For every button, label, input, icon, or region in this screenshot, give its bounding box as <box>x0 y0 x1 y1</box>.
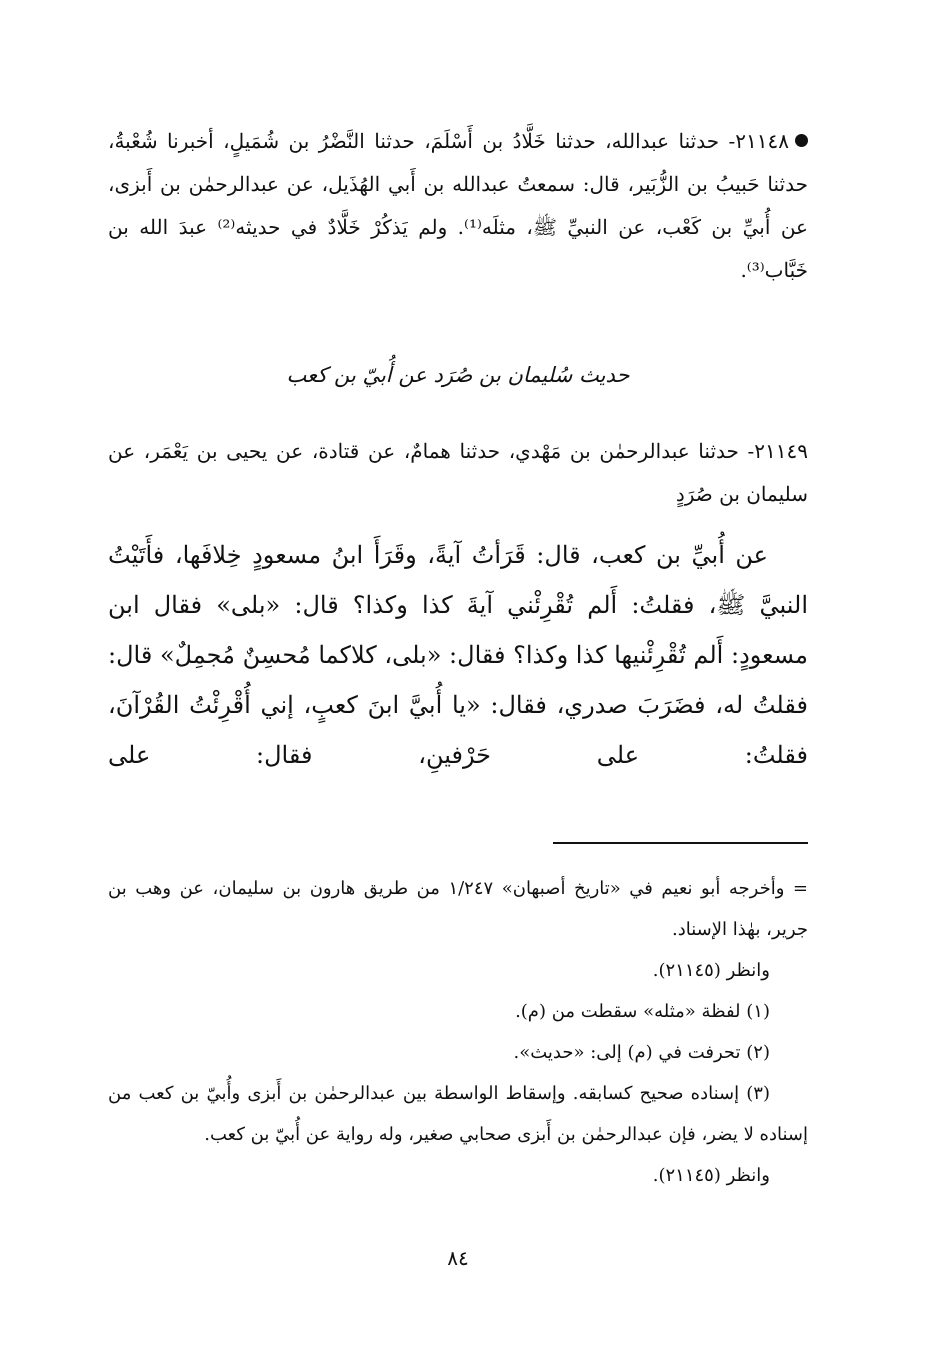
footnote-see-also-2: وانظر (٢١١٤٥). <box>652 1165 770 1186</box>
hadith-21149-isnad: ٢١١٤٩- حدثنا عبدالرحمٰن بن مَهْدي، حدثنا همامٌ، عن قتادة، عن يحيى بن يَعْمَر، عن سليمان بن صُرَدٍ <box>108 439 808 506</box>
footnote-continuation: = وأخرجه أبو نعيم في «تاريخ أصبهان» ١/٢٤٧ من طريق هارون بن سليمان، عن وهب بن جرير، بهٰذا الإسناد. <box>108 878 809 940</box>
footnotes <box>108 868 808 1196</box>
bullet-marker <box>795 134 808 147</box>
footnote-2: (٢) تحرفت في (م) إلى: «حديث». <box>513 1042 770 1063</box>
hadith-21148-text: ٢١١٤٨- حدثنا عبدالله، حدثنا خَلَّادُ بن أَسْلَمَ، حدثنا النَّضْرُ بن شُمَيلٍ، أخبرنا شُعْبةُ، حدثنا حَبيبُ بن الزُّبَير، قال: سمعتُ عبدالله بن أَبي الهُذَيل، عن عبدالرحمٰن بن أَبزى، عن أُبيِّ بن كَعْب، عن النبيِّ ﷺ، مثلَه⁽¹⁾. ولم يَذكُرْ خَلَّادٌ في حديثه⁽²⁾ عبدَ الله بن خَبَّاب⁽³⁾. <box>108 129 808 282</box>
book-page <box>108 120 808 1300</box>
page-number: ٨٤ <box>447 1246 469 1270</box>
footnote-3: (٣) إسناده صحيح كسابقه. وإسقاط الواسطة بين عبدالرحمٰن بن أَبزى وأُبيّ بن كعب من إسناده لا يضر، فإن عبدالرحمٰن بن أَبزى صحابي صغير، وله رواية عن أُبيّ بن كعب. <box>108 1083 808 1145</box>
section-title: حديث سُليمان بن صُرَد عن أُبيّ بن كعب <box>286 363 630 387</box>
footnote-see-also-1: وانظر (٢١١٤٥). <box>652 960 770 981</box>
hadith-21149-matn <box>108 530 808 780</box>
hadith-21148 <box>108 120 808 292</box>
hadith-21149-matn-text: عن أُبيِّ بن كعب، قال: قَرَأتُ آيةً، وقَرَأَ ابنُ مسعودٍ خِلافَها، فأَتَيْتُ النبيَّ ﷺ، فقلتُ: أَلم تُقْرِئْني آيةَ كذا وكذا؟ قال: «بلى» فقال ابن مسعودٍ: أَلم تُقْرِئْنيها كذا وكذا؟ فقال: «بلى، كلاكما مُحسِنٌ مُجمِلٌ» قال: فقلتُ له، فضَرَبَ صدري، فقال: «يا أُبيَّ ابنَ كعبٍ، إني أُقْرِئْتُ القُرْآنَ، فقلتُ: على حَرْفينِ، فقال: على <box>108 541 808 769</box>
footnote-1: (١) لفظة «مثله» سقطت من (م). <box>515 1001 770 1022</box>
footnote-divider <box>553 842 808 844</box>
